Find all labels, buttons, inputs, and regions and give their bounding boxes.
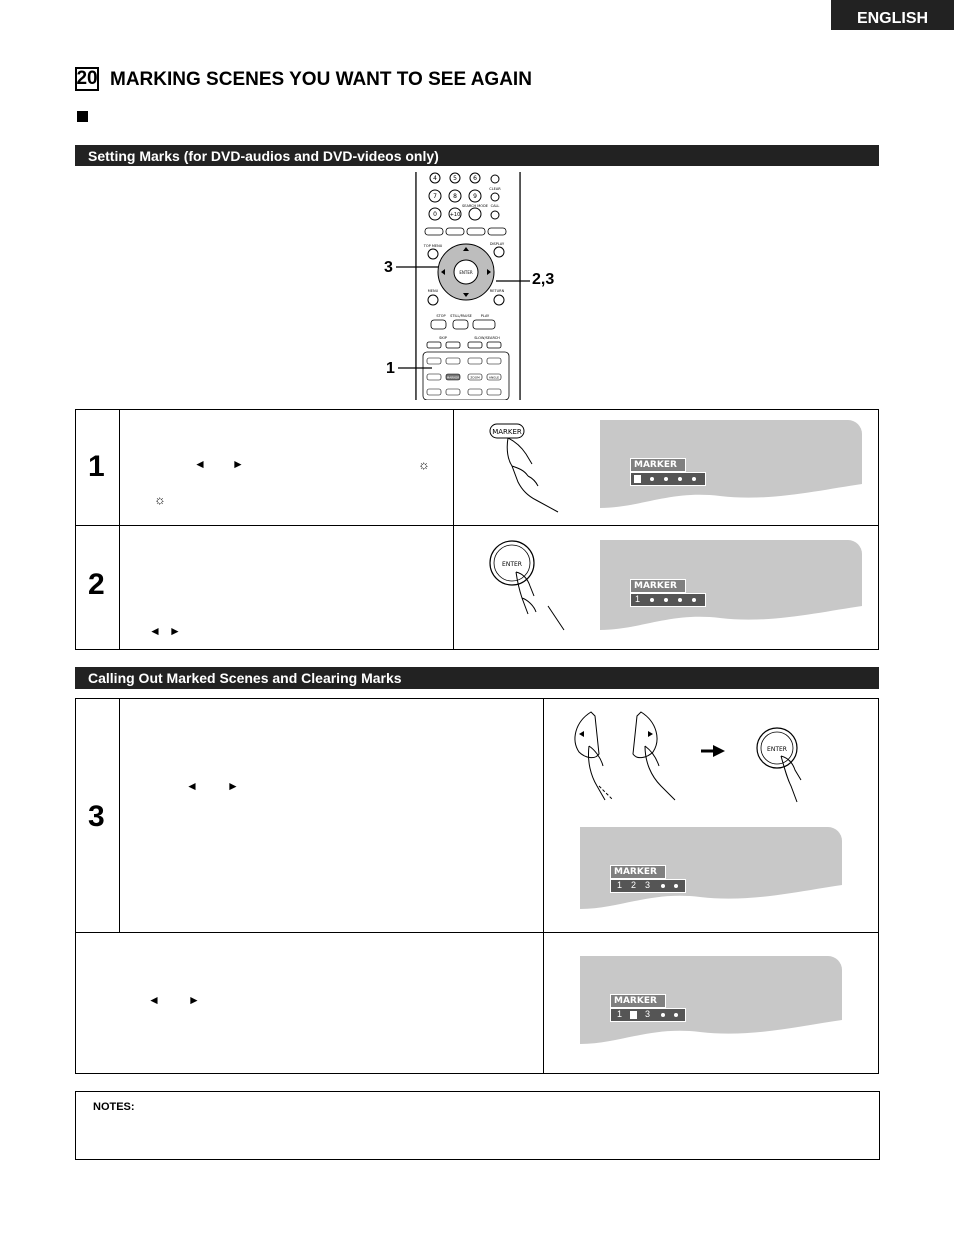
clear-label: CLEAR <box>489 187 501 191</box>
osd-marker-slots <box>610 879 686 893</box>
right-arrow-icon: ► <box>227 779 239 793</box>
notes-label: NOTES: <box>93 1101 135 1113</box>
skip-label: SKIP <box>439 336 447 340</box>
language-tab: ENGLISH <box>831 0 954 30</box>
section-title: MARKING SCENES YOU WANT TO SEE AGAIN <box>110 69 532 90</box>
osd-slot-1: 1 <box>635 594 641 604</box>
key-6-label: 6 <box>473 175 477 182</box>
play-label: PLAY <box>480 314 490 318</box>
left-arrow-icon: ◄ <box>148 993 160 1007</box>
left-arrow-icon: ◄ <box>194 457 206 471</box>
step-3-number: 3 <box>88 800 105 833</box>
top-menu-label: TOP MENU <box>423 244 443 248</box>
search-mode-label: SEARCH MODE <box>462 204 488 208</box>
right-arrow-icon: ► <box>188 993 200 1007</box>
key-5-label: 5 <box>453 175 457 182</box>
osd-marker-slots <box>630 472 706 486</box>
osd-marker-label: MARKER <box>610 994 666 1008</box>
remote-enter-label: ENTER <box>459 270 473 275</box>
step-2-number: 2 <box>88 568 105 601</box>
enter-button-label: ENTER <box>502 561 522 568</box>
right-arrow-icon: ► <box>169 624 181 638</box>
callout-1: 1 <box>386 360 395 377</box>
zoom-label: ZOOM <box>470 375 480 380</box>
calling-marks-bar <box>75 667 879 689</box>
finger-press-enter <box>488 536 578 636</box>
osd-marker-label: MARKER <box>630 579 686 593</box>
key-4-label: 4 <box>433 175 437 182</box>
key-9-label: 9 <box>473 193 477 200</box>
osd-slot-3: 3 <box>645 1009 651 1019</box>
callout-3: 3 <box>384 259 393 276</box>
stop-label: STOP <box>436 314 446 318</box>
image-column-divider <box>453 409 454 650</box>
next-arrow-icon <box>713 745 725 757</box>
sun-icon: ☼ <box>418 457 430 472</box>
active-slot-cursor <box>630 1011 637 1019</box>
setting-marks-title: Setting Marks (for DVD-audios and DVD-videos only) <box>88 147 439 164</box>
step3-column-divider <box>119 698 120 932</box>
remote-marker-label: MARKER <box>446 375 460 380</box>
left-arrow-icon: ◄ <box>149 624 161 638</box>
return-label: RETURN <box>489 289 505 293</box>
still-pause-label: STILL/PAUSE <box>450 314 472 318</box>
osd-slot-1: 1 <box>617 880 623 890</box>
callout-2-3: 2,3 <box>532 271 555 288</box>
step3-image-divider <box>543 698 544 1074</box>
osd-slot-2: 2 <box>631 880 637 890</box>
key-7-label: 7 <box>433 193 437 200</box>
angle-label: ANGLE <box>488 375 500 380</box>
sun-icon: ☼ <box>154 492 166 507</box>
osd-marker-label: MARKER <box>630 458 686 472</box>
step-row-divider <box>75 525 879 526</box>
key-10-label: +10 <box>449 212 461 218</box>
marker-button-label: MARKER <box>492 428 522 436</box>
key-0-label: 0 <box>433 211 437 218</box>
finger-press-marker <box>488 420 568 515</box>
active-slot-cursor <box>634 475 641 483</box>
enter-button-label: ENTER <box>767 746 787 753</box>
calling-marks-title: Calling Out Marked Scenes and Clearing Marks <box>88 670 402 686</box>
notes-box <box>75 1091 880 1160</box>
display-label: DISPLAY <box>489 242 505 246</box>
osd-slot-3: 3 <box>645 880 651 890</box>
call-label: CALL <box>490 204 500 208</box>
finger-press-arrows-then-enter <box>565 706 835 806</box>
osd-marker-label: MARKER <box>610 865 666 879</box>
right-arrow-icon: ► <box>232 457 244 471</box>
osd-marker-slots <box>630 593 706 607</box>
step-1-number: 1 <box>88 450 105 483</box>
setting-marks-bar <box>75 145 879 166</box>
osd-marker-slots <box>610 1008 686 1022</box>
slow-search-label: SLOW/SEARCH <box>474 336 500 340</box>
step3-row-divider <box>75 932 879 933</box>
menu-label: MENU <box>427 289 439 293</box>
bullet-square-icon <box>77 111 88 122</box>
section-number: 20 <box>76 68 98 89</box>
key-8-label: 8 <box>453 193 457 200</box>
osd-slot-1: 1 <box>617 1009 623 1019</box>
left-arrow-icon: ◄ <box>186 779 198 793</box>
step-column-divider <box>119 409 120 650</box>
